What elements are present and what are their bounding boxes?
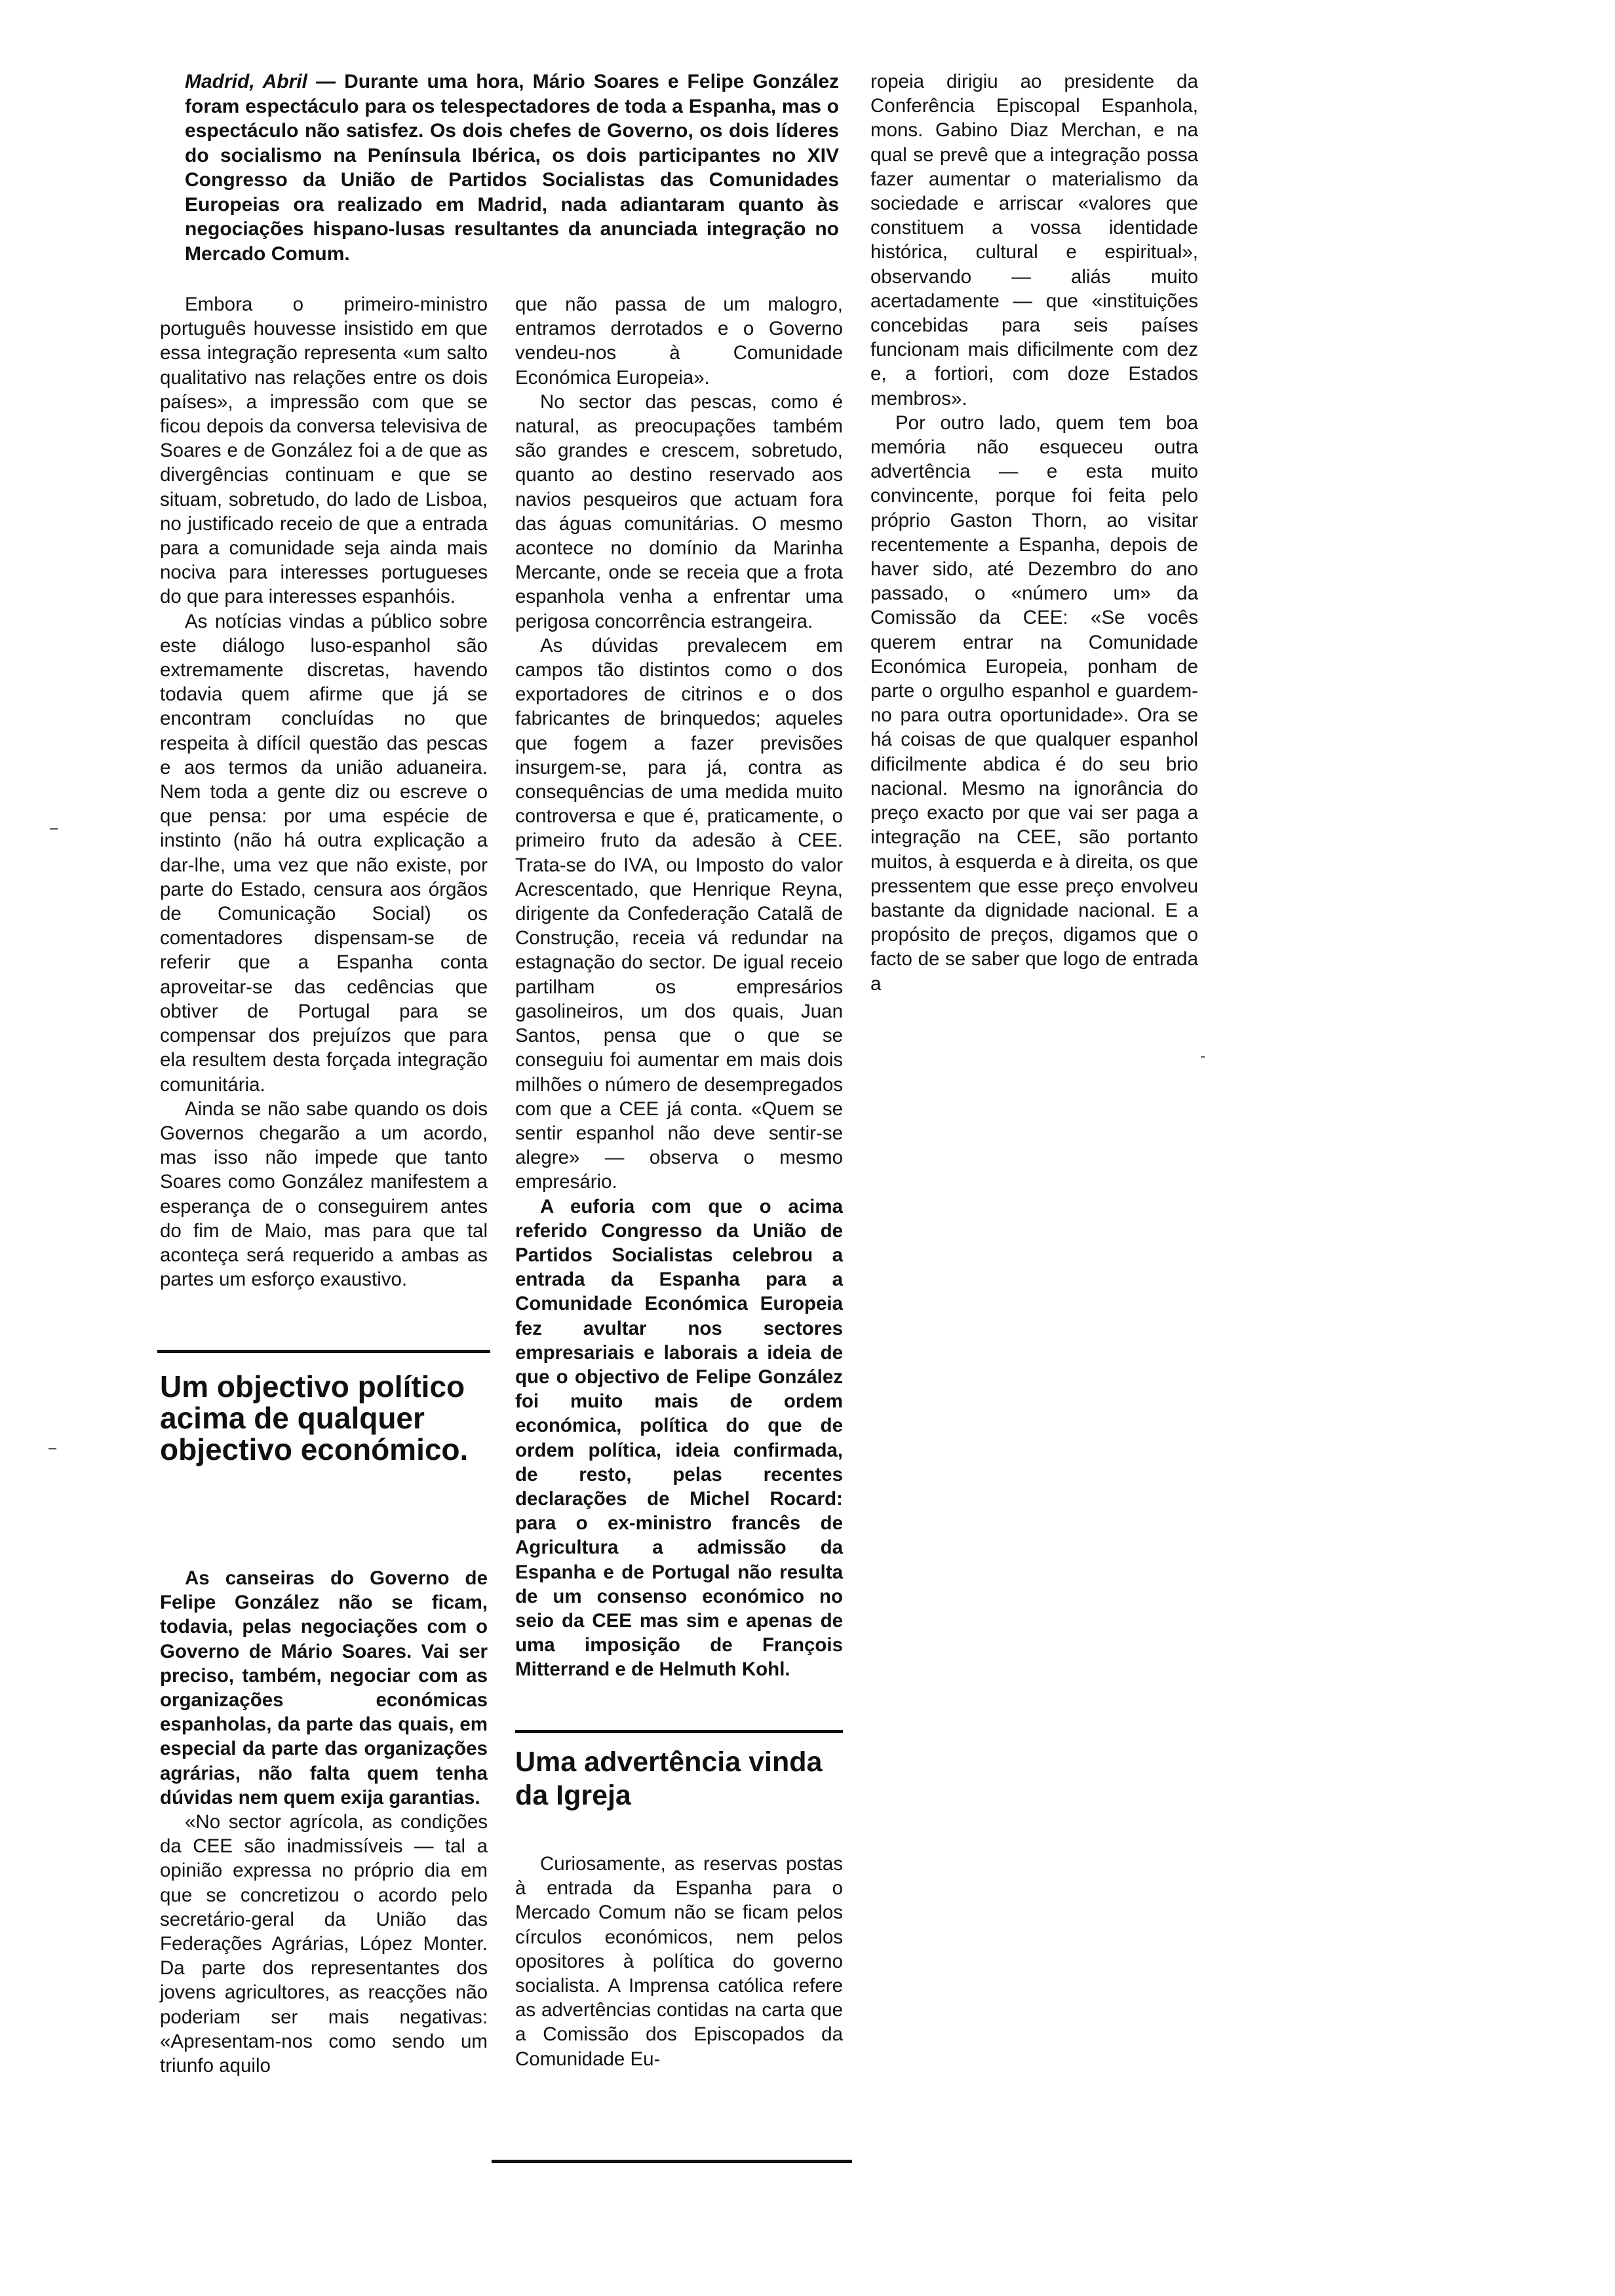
column-1	[160, 292, 488, 1292]
col3-paragraph-2: Por outro lado, quem tem boa memória não esqueceu outra advertência — e esta muito convincente, porque foi feita pelo próprio Gaston Thorn, ao visitar recentemente a Espanha, depois de haver sido, até Dezembro do ano passado, o «número um» da Comissão da CEE: «Se vocês querem entrar na Comunidade Económica Europeia, ponham de parte o orgulho espanhol e guardem-no para outra oportunidade». Ora se há coisas de que qualquer espanhol dificilmente abdica é do seu brio nacional. Mesmo na ignorância do preço exacto por que vai ser paga a integração na CEE, são portanto muitos, à esquerda e à direita, os que pressentem que esse preço envolveu bastante da dignidade nacional. E a propósito de preços, digamos que o facto de se saber que logo de entrada a	[870, 411, 1198, 995]
scan-speck	[50, 828, 58, 830]
bottom-rule	[492, 2160, 852, 2163]
column-2-section-2	[515, 1852, 843, 2071]
col1-paragraph-2: As notícias vindas a público sobre este diálogo luso-espanhol são extremamente discretas, havendo todavia quem afirme que já se encontram concluídas no que respeita à difícil questão das pescas e aos termos da união aduaneira. Nem toda a gente diz ou escreve o que pensa: por uma espécie de instinto (não há outra explicação a dar-lhe, uma vez que não existe, por parte do Estado, censura aos órgãos de Comunicação Social) os comentadores dispensam-se de referir que a Espanha conta aproveitar-se das cedências que obtiver de Portugal para se compensar dos prejuízos que para ela resultem desta forçada integração comunitária.	[160, 610, 488, 1096]
column-3	[870, 69, 1198, 996]
column-1-section-2	[160, 1566, 488, 2078]
col2-section2-paragraph-1: Curiosamente, as reservas postas à entrada da Espanha para o Mercado Comum não se ficam pelos círculos económicos, nem pelos opositores à política do governo socialista. A Imprensa católica refere as advertências contidas na carta que a Comissão dos Episcopados da Comunidade Eu-	[515, 1853, 843, 2070]
col2-paragraph-1: que não passa de um malogro, entramos derrotados e o Governo vendeu-nos à Comunidade Económica Europeia».	[515, 294, 843, 389]
col2-paragraph-2: No sector das pescas, como é natural, as preocupações também são grandes e crescem, sobretudo, quanto ao destino reservado aos navios pesqueiros que actuam fora das águas comunitárias. O mesmo acontece no domínio da Marinha Mercante, onde se receia que a frota espanhola venha a enfrentar uma perigosa concorrência estrangeira.	[515, 391, 843, 632]
headline-church-warning: Uma advertência vinda da Igreja	[515, 1746, 823, 1811]
scan-speck	[49, 1448, 56, 1449]
col2-section-rule	[515, 1730, 843, 1733]
col1-section2-paragraph-1: As canseiras do Governo de Felipe González não se ficam, todavia, pelas negociações com o Governo de Mário Soares. Vai ser preciso, também, negociar com as organizações económicas espanholas, da parte das quais, em especial da parte das organizações agrárias, não falta quem tenha dúvidas nem quem exija garantias.	[160, 1567, 488, 1808]
column-2	[515, 292, 843, 1682]
col1-section2-paragraph-2: «No sector agrícola, as condições da CEE são inadmissíveis — tal a opinião expressa no próprio dia em que se concretizou o acordo pelo secretário-geral da União das Federações Agrárias, López Monter. Da parte dos representantes dos jovens agricultores, as reacções não poderiam ser mais negativas: «Apresentam-nos como sendo um triunfo aquilo	[160, 1811, 488, 2077]
lead-paragraph	[185, 69, 839, 266]
col1-paragraph-3: Ainda se não sabe quando os dois Governos chegarão a um acordo, mas isso não impede que tanto Soares como González manifestem a esperança de o conseguirem antes do fim de Maio, mas para que tal aconteça será requerido a ambas as partes um esforço exaustivo.	[160, 1098, 488, 1291]
col1-section-rule	[157, 1350, 490, 1353]
col1-paragraph-1: Embora o primeiro-ministro português houvesse insistido em que essa integração representa «um salto qualitativo nas relações entre os dois países», a impressão com que se ficou depois da conversa televisiva de Soares e de González foi a de que as divergências continuam e que se situam, sobretudo, do lado de Lisboa, no justificado receio de que a entrada para a comunidade seja ainda mais nociva para interesses portugueses do que para interesses espanhóis.	[160, 294, 488, 608]
lead-text: Durante uma hora, Mário Soares e Felipe González foram espectáculo para os telespectadores de toda a Espanha, mas o espectáculo não satisfez. Os dois chefes de Governo, os dois líderes do socialismo na Península Ibérica, os dois participantes no XIV Congresso da União de Partidos Socialistas das Comunidades Europeias ora realizado em Madrid, nada adiantaram quanto às negociações hispano-lusas resultantes da anunciada integração no Mercado Comum.	[185, 71, 839, 265]
col3-paragraph-1: ropeia dirigiu ao presidente da Conferência Episcopal Espanhola, mons. Gabino Diaz Merchan, e na qual se prevê que a integração possa fazer aumentar o materialismo da sociedade e arriscar «valores que constituem a vossa identidade histórica, cultural e espiritual», observando — aliás muito acertadamente — que «instituições concebidas para seis países funcionam mais dificilmente com dez e, a fortiori, com doze Estados membros».	[870, 71, 1198, 410]
dateline: Madrid, Abril —	[185, 71, 336, 92]
col2-paragraph-3: As dúvidas prevalecem em campos tão distintos como o dos exportadores de citrinos e o dos fabricantes de brinquedos; aqueles que fogem a fazer previsões insurgem-se, para já, contra as consequências de uma medida muito controversa e que é, praticamente, o primeiro fruto da adesão à CEE. Trata-se do IVA, ou Imposto do valor Acrescentado, que Henrique Reyna, dirigente da Confederação Catalã de Construção, receia vá redundar na estagnação do sector. De igual receio partilham os empresários gasolineiros, um dos quais, Juan Santos, pensa que o que se conseguiu foi aumentar em mais dois milhões o número de desempregados com que a CEE já conta. «Quem se sentir espanhol não deve sentir-se alegre» — observa o mesmo empresário.	[515, 634, 843, 1193]
headline-political-objective: Um objectivo político acima de qualquer objectivo económico.	[160, 1369, 469, 1466]
scan-speck	[1201, 1056, 1205, 1058]
col2-paragraph-4: A euforia com que o acima referido Congresso da União de Partidos Socialistas celebrou a entrada da Espanha para a Comunidade Económica Europeia fez avultar nos sectores empresariais e laborais a ideia de que o objectivo de Felipe González foi muito mais de ordem económica, política do que de ordem política, ideia confirmada, de resto, pelas recentes declarações de Michel Rocard: para o ex-ministro francês de Agricultura a admissão da Espanha e de Portugal não resulta de um consenso económico no seio da CEE mas sim e apenas de uma imposição de François Mitterrand e de Helmuth Kohl.	[515, 1195, 843, 1681]
